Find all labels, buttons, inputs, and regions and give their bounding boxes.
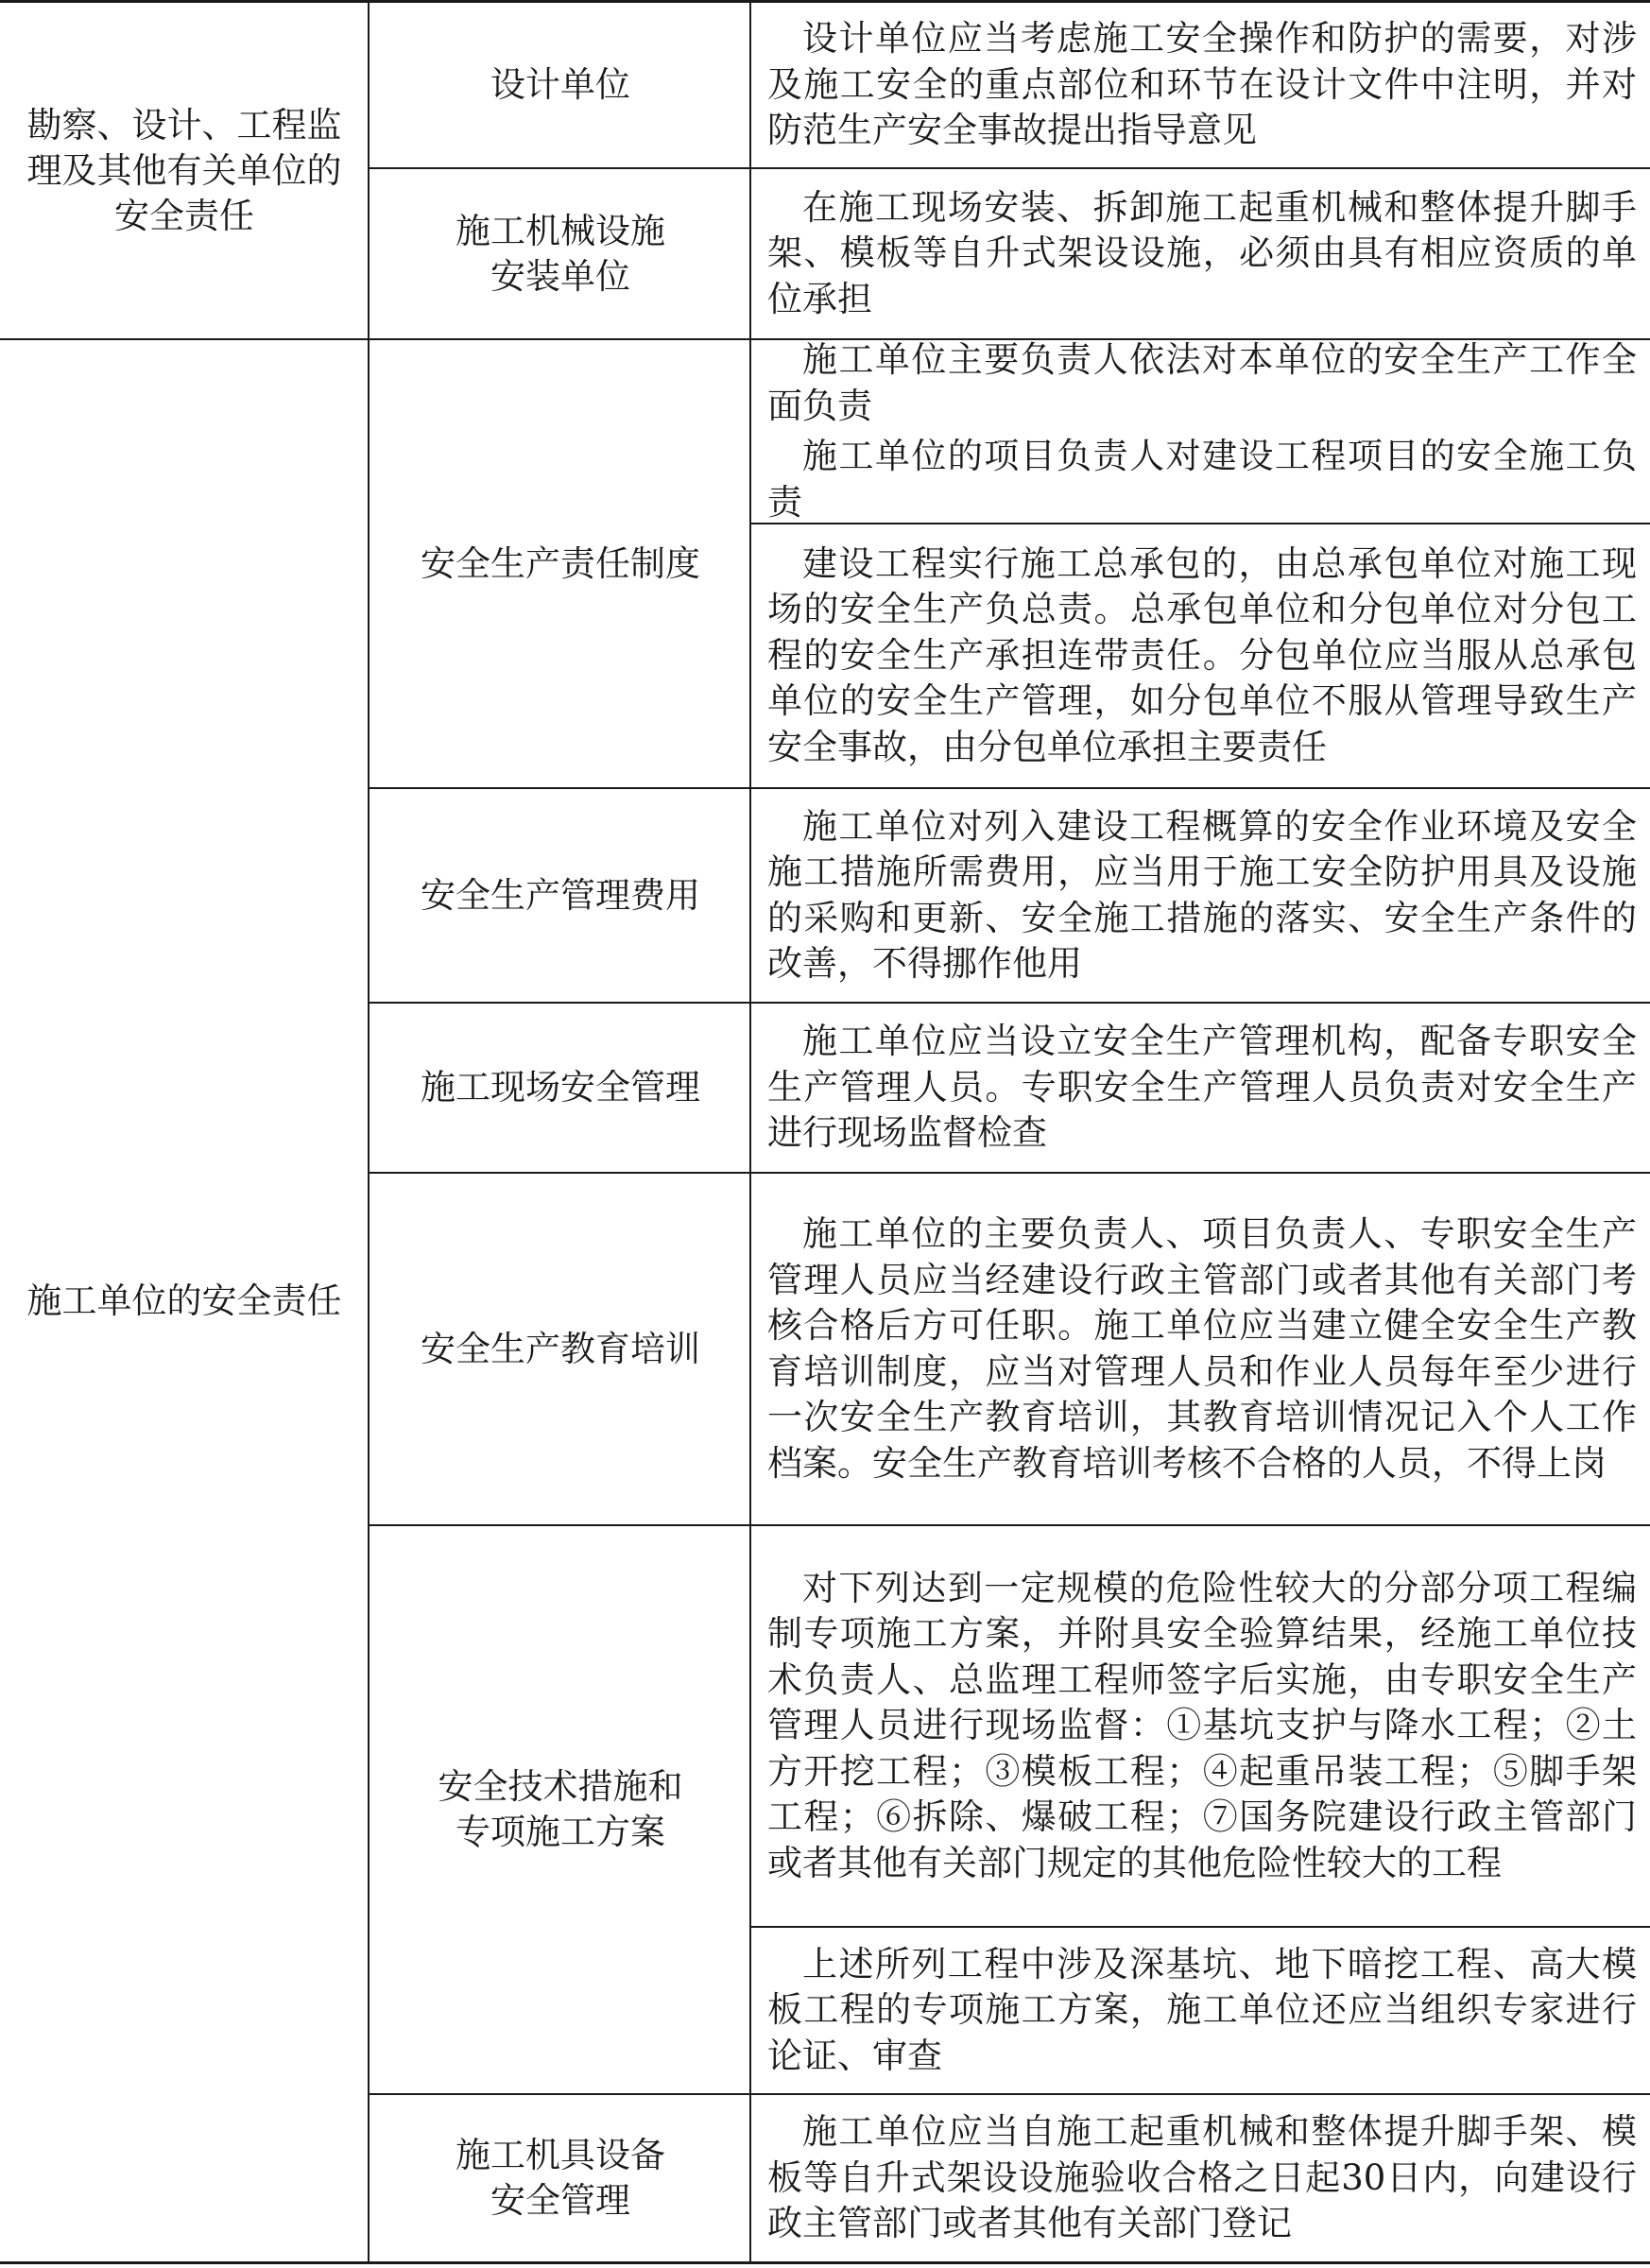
subject-cell (370, 340, 750, 787)
category-label: 施工单位的安全责任 (26, 1280, 342, 1321)
subject-label: 安全技术措施和专项施工方案 (438, 1766, 683, 1852)
category-label: 勘察、设计、工程监理及其他有关单位的安全责任 (26, 104, 342, 236)
subject-cell (370, 1174, 750, 1524)
subject-label: 施工机具设备安全管理 (455, 2135, 665, 2221)
content-cell (767, 1004, 1637, 1172)
content-cell (767, 1526, 1637, 1926)
content-cell (767, 169, 1637, 338)
subject-label: 设计单位 (490, 64, 630, 105)
content-paragraph: 施工单位应当设立安全生产管理机构，配备专职安全生产管理人员。专职安全生产管理人员负责对安全生产进行现场监督检查 (767, 1021, 1637, 1154)
subject-label: 施工现场安全管理 (421, 1067, 700, 1108)
content-paragraph: 建设工程实行施工总承包的，由总承包单位对施工现场的安全生产负总责。总承包单位和分包单位对分包工程的安全生产承担连带责任。分包单位应当服从总承包单位的安全生产管理，如分包单位不服从管理导致生产安全事故，由分包单位承担主要责任 (767, 542, 1637, 767)
subject-label: 施工机械设施安装单位 (455, 210, 665, 297)
subject-cell (370, 789, 750, 1002)
content-cell (767, 2095, 1637, 2261)
category-cell (0, 3, 369, 338)
content-paragraph: 在施工现场安装、拆卸施工起重机械和整体提升脚手架、模板等自升式架设设施，必须由具有相应资质的单位承担 (767, 186, 1637, 319)
table-rule-bottom (0, 2261, 1650, 2264)
content-cell (767, 524, 1637, 787)
subject-cell (370, 1004, 750, 1172)
subject-cell (370, 1526, 750, 2093)
content-paragraph: 上述所列工程中涉及深基坑、地下暗挖工程、高大模板工程的专项施工方案，施工单位还应当组织专家进行论证、审查 (767, 1943, 1637, 2076)
content-paragraph: 设计单位应当考虑施工安全操作和防护的需要，对涉及施工安全的重点部位和环节在设计文件中注明，并对防范生产安全事故提出指导意见 (767, 18, 1637, 151)
content-cell (767, 340, 1637, 523)
subject-cell (370, 2095, 750, 2261)
content-paragraph: 施工单位对列入建设工程概算的安全作业环境及安全施工措施所需费用，应当用于施工安全防护用具及设施的采购和更新、安全施工措施的落实、安全生产条件的改善，不得挪作他用 (767, 805, 1637, 984)
content-cell (767, 1928, 1637, 2093)
content-cell (767, 3, 1637, 167)
subject-label: 安全生产管理费用 (421, 874, 700, 916)
subject-label: 安全生产教育培训 (421, 1328, 700, 1369)
content-cell (767, 789, 1637, 1002)
subject-label: 安全生产责任制度 (421, 542, 700, 584)
subject-cell (370, 169, 750, 338)
content-paragraph: 施工单位应当自施工起重机械和整体提升脚手架、模板等自升式架设设施验收合格之日起30日内，向建设行政主管部门或者其他有关部门登记 (767, 2111, 1637, 2244)
subject-cell (370, 3, 750, 167)
category-cell (0, 340, 369, 2261)
content-paragraph: 施工单位的主要负责人、项目负责人、专职安全生产管理人员应当经建设行政主管部门或者其他有关部门考核合格后方可任职。施工单位应当建立健全安全生产教育培训制度，应当对管理人员和作业人员每年至少进行一次安全生产教育培训，其教育培训情况记入个人工作档案。安全生产教育培训考核不合格的人员，不得上岗 (767, 1213, 1637, 1484)
content-cell (767, 1174, 1637, 1524)
content-paragraph: 施工单位的项目负责人对建设工程项目的安全施工负责 (767, 436, 1637, 523)
content-paragraph: 施工单位主要负责人依法对本单位的安全生产工作全面负责 (767, 339, 1637, 426)
content-paragraph: 对下列达到一定规模的危险性较大的分部分项工程编制专项施工方案，并附具安全验算结果，经施工单位技术负责人、总监理工程师签字后实施，由专职安全生产管理人员进行现场监督：①基坑支护与降水工程；②土方开挖工程；③模板工程；④起重吊装工程；⑤脚手架工程；⑥拆除、爆破工程；⑦国务院建设行政主管部门或者其他有关部门规定的其他危险性较大的工程 (767, 1567, 1637, 1883)
